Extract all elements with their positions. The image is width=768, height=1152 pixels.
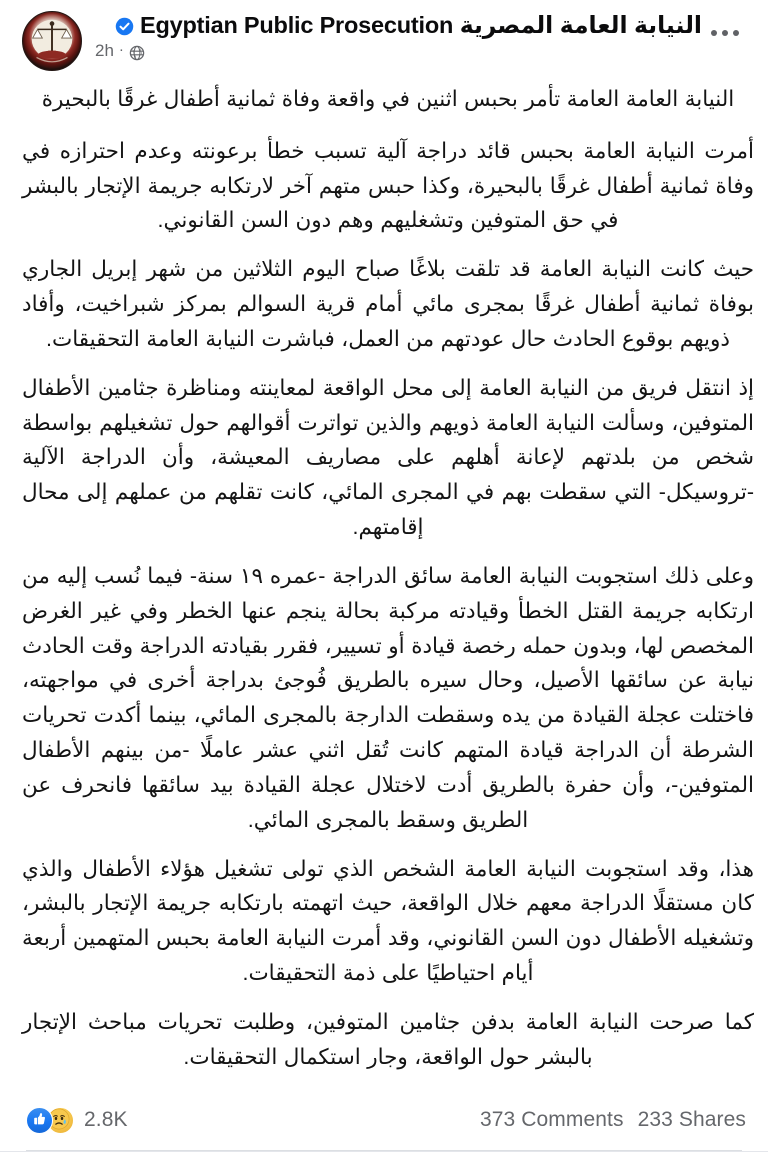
- reaction-icon-group: [26, 1107, 74, 1134]
- post-body: [0, 76, 768, 1090]
- avatar[interactable]: [22, 11, 82, 71]
- shares-count[interactable]: 233 Shares: [637, 1108, 746, 1132]
- reaction-count[interactable]: 2.8K: [84, 1108, 128, 1132]
- comments-count[interactable]: 373 Comments: [479, 1108, 624, 1132]
- post-paragraph-headline: النيابة العامة العامة تأمر بحبس اثنين في واقعة وفاة ثمانية أطفال غرقًا بالبحيرة: [41, 87, 735, 111]
- meta-separator: ·: [118, 41, 124, 59]
- page-name[interactable]: النيابة العامة المصرية Egyptian Public Prosecution: [139, 12, 702, 38]
- post-timestamp[interactable]: 2h: [95, 41, 114, 61]
- post-engagement-bar: [0, 1090, 768, 1152]
- globe-public-icon[interactable]: [129, 45, 145, 61]
- post-paragraph: حيث كانت النيابة العامة قد تلقت بلاغًا صباح اليوم الثلاثين من شهر إبريل الجاري بوفاة ثمانية أطفال غرقًا بمجرى مائي أمام قرية السوالم بمركز شبراخيت، وأفاد ذويهم بوقوع الحادث حال عودتهم من العمل، فباشرت النيابة العامة التحقيقات.: [22, 257, 754, 351]
- post-meta-row: [95, 42, 702, 61]
- engagement-counts: [480, 1108, 746, 1132]
- verified-badge-icon: [115, 17, 134, 36]
- post-paragraph: إذ انتقل فريق من النيابة العامة إلى محل الواقعة لمعاينته ومناظرة جثامين الأطفال المتوفين، وسألت النيابة العامة ذويهم والذين تواترت أقوالهم حول تشغيلهم بواسطة شخص من بلدتهم لإعانة أهلهم على مصاريف المعيشة، وأن الدراجة الآلية -تروسيكل- التي سقطت بهم في المجرى المائي، كانت تقلهم من عملهم إلى محال إقامتهم.: [22, 375, 754, 540]
- menu-dot: [711, 30, 717, 36]
- menu-dot: [722, 30, 728, 36]
- menu-dot: [733, 30, 739, 36]
- author-name-row: [95, 12, 702, 39]
- thumbs-up-reaction-icon: [26, 1107, 53, 1134]
- post-author-block: [95, 10, 702, 61]
- three-dots-menu-icon[interactable]: [702, 16, 748, 50]
- footer-divider: [26, 1150, 742, 1151]
- post-header: [0, 0, 768, 76]
- post-paragraph: هذا، وقد استجوبت النيابة العامة الشخص الذي تولى تشغيل هؤلاء الأطفال والذي كان مستقلًا الدراجة معهم خلال الواقعة، حيث اتهمته بارتكابه جريمة الإتجار بالبشر، وتشغيله الأطفال دون السن القانوني، وقد أمرت النيابة العامة بحبس المتهمين أربعة أيام احتياطيًا على ذمة التحقيقات.: [22, 856, 754, 986]
- scales-of-justice-emblem-icon: [23, 12, 81, 70]
- post-paragraph: كما صرحت النيابة العامة بدفن جثامين المتوفين، وطلبت تحريات مباحث الإتجار بالبشر حول الواقعة، وجار استكمال التحقيقات.: [22, 1009, 754, 1069]
- reactions-summary[interactable]: [26, 1107, 128, 1134]
- post-paragraph: أمرت النيابة العامة بحبس قائد دراجة آلية تسبب خطأ برعونته وعدم احترازه في وفاة ثمانية أطفال غرقًا بالبحيرة، وكذا حبس متهم آخر لارتكابه جريمة الإتجار بالبشر في حق المتوفين وتشغليهم وهم دون السن القانوني.: [22, 138, 754, 233]
- post-paragraph: وعلى ذلك استجوبت النيابة العامة سائق الدراجة -عمره ١٩ سنة- فيما نُسب إليه من ارتكابه جريمة القتل الخطأ وقيادته مركبة بحالة ينجم عنها الخطر وفي غير الغرض المخصص لها، وبدون حمله رخصة قيادة أو تسيير، فقرر بقيادته الدراجة وقت الحادث نيابة عن سائقها الأصيل، وحال سيره بالطريق فُوجئ بدراجة أخرى في مواجهته، فاختلت عجلة القيادة من يده وسقطت الدارجة بالمجرى المائي، بينما أكدت تحريات الشرطة أن الدراجة قيادة المتهم كانت تُقل اثني عشر عاملًا -من بينهم الأطفال المتوفين-، وأن حفرة بالطريق أدت لاختلال عجلة القيادة بيد سائقها فانحرف عن الطريق وسقط بالمجرى المائي.: [22, 563, 754, 832]
